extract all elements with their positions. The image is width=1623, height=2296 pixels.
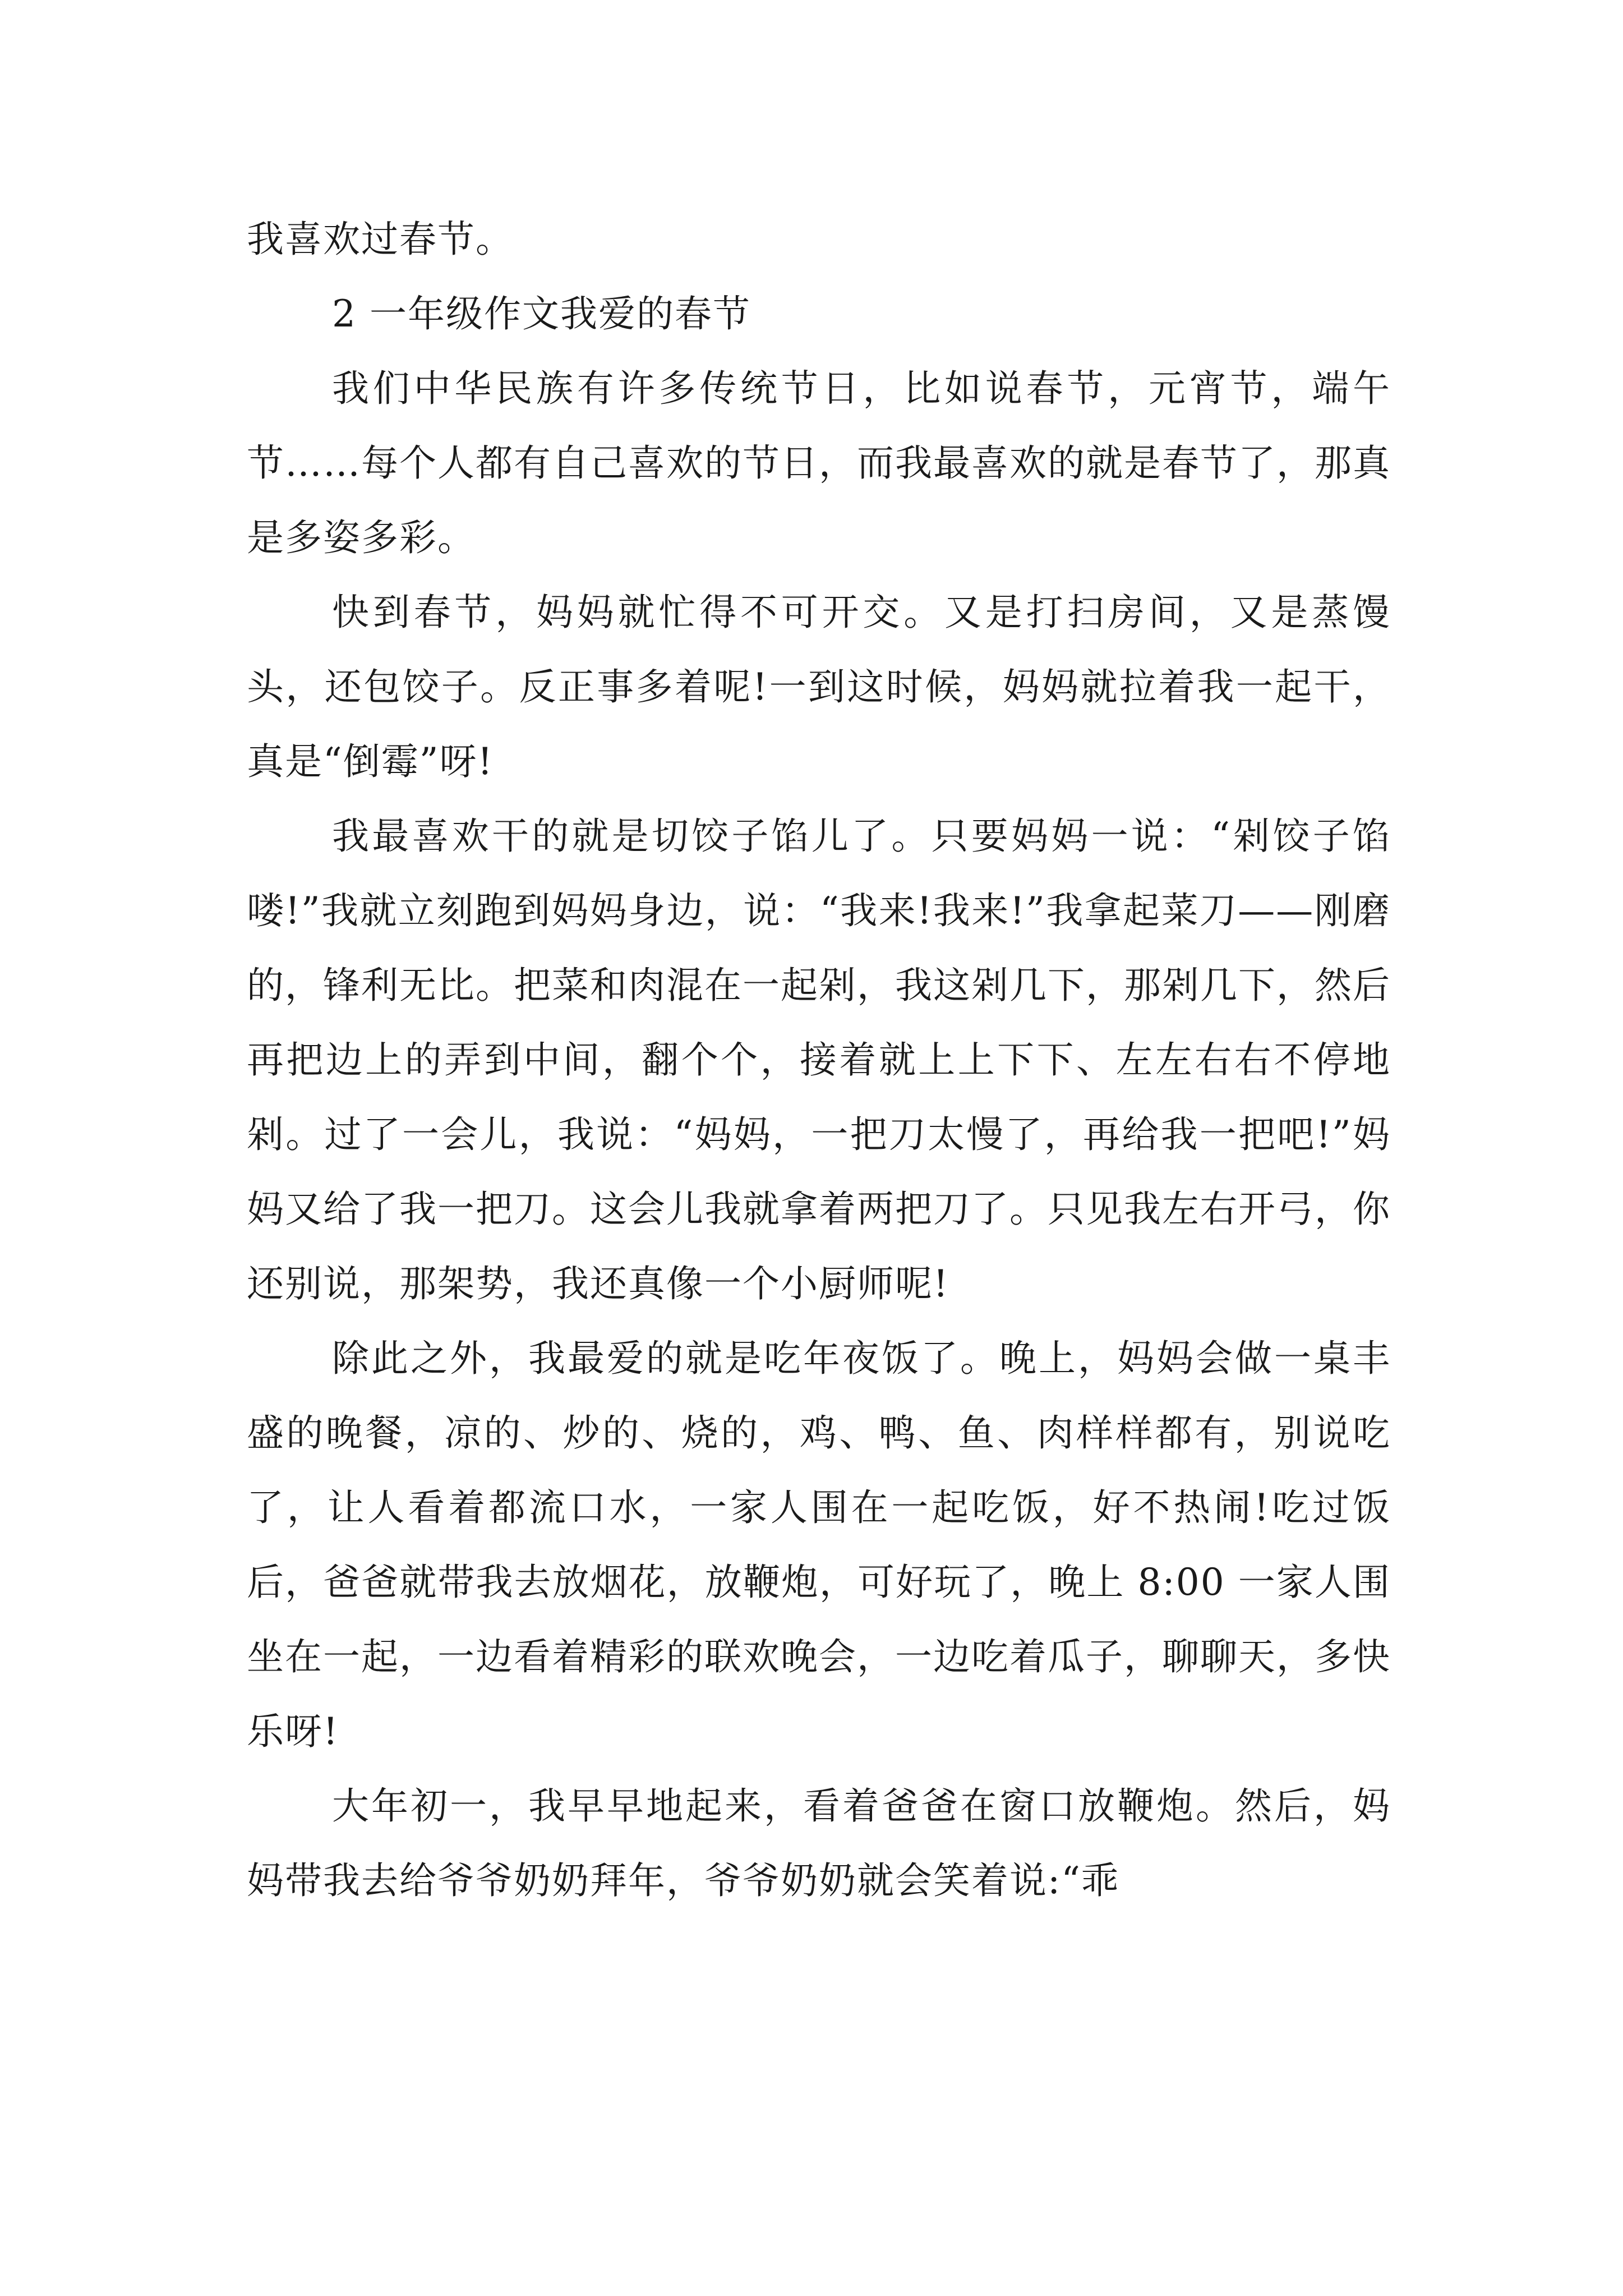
paragraph-5: 大年初一，我早早地起来，看着爸爸在窗口放鞭炮。然后，妈妈带我去给爷爷奶奶拜年，爷爷奶奶就会笑着说:“乖: [247, 1784, 1391, 1902]
closing-line: 我喜欢过春节。: [247, 218, 514, 261]
paragraph-3: 我最喜欢干的就是切饺子馅儿了。只要妈妈一说：“剁饺子馅喽!”我就立刻跑到妈妈身边，说：“我来!我来!”我拿起菜刀——刚磨的，锋利无比。把菜和肉混在一起剁，我这剁几下，那剁几下，然后再把边上的弄到中间，翻个个，接着就上上下下、左左右右不停地剁。过了一会儿，我说：“妈妈，一把刀太慢了，再给我一把吧!”妈妈又给了我一把刀。这会儿我就拿着两把刀了。只见我左右开弓，你还别说，那架势，我还真像一个小厨师呢!: [247, 815, 1391, 1305]
document-body: [247, 202, 1391, 1918]
section-title: 2 一年级作文我爱的春节: [332, 292, 751, 335]
paragraph-2: 快到春节，妈妈就忙得不可开交。又是打扫房间，又是蒸馒头，还包饺子。反正事多着呢!一到这时候，妈妈就拉着我一起干，真是“倒霉”呀!: [247, 591, 1391, 783]
paragraph-4: 除此之外，我最爱的就是吃年夜饭了。晚上，妈妈会做一桌丰盛的晚餐，凉的、炒的、烧的，鸡、鸭、鱼、肉样样都有，别说吃了，让人看着都流口水，一家人围在一起吃饭，好不热闹!吃过饭后，爸爸就带我去放烟花，放鞭炮，可好玩了，晚上 8:00 一家人围坐在一起，一边看着精彩的联欢晚会，一边吃着瓜子，聊聊天，多快乐呀!: [247, 1337, 1391, 1753]
paragraph-1: 我们中华民族有许多传统节日，比如说春节，元宵节，端午节……每个人都有自己喜欢的节日，而我最喜欢的就是春节了，那真是多姿多彩。: [247, 367, 1391, 559]
